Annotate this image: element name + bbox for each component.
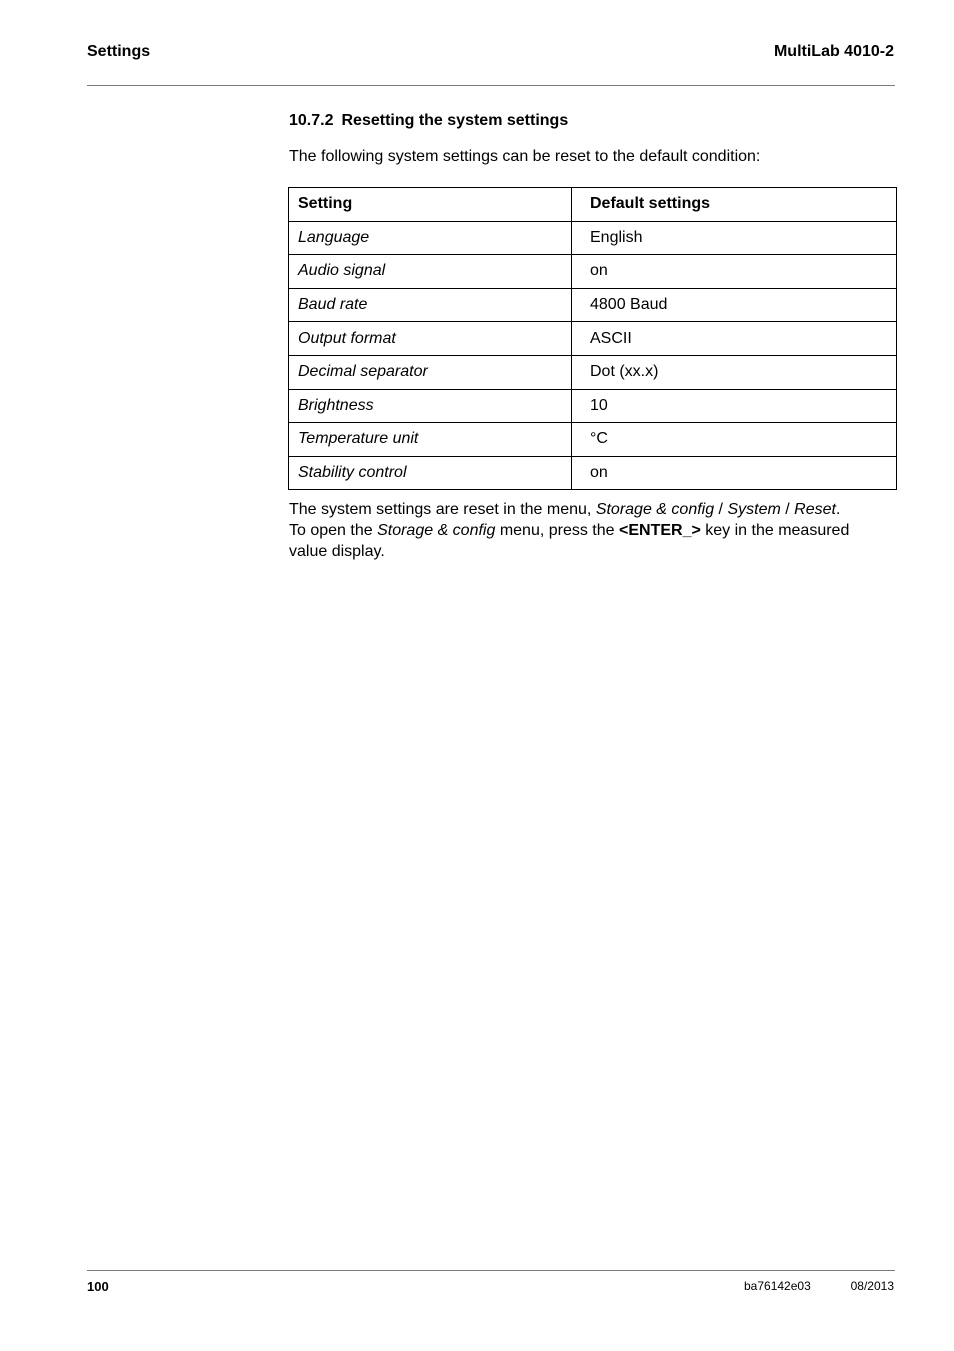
table-row: [289, 355, 897, 389]
setting-name: Stability control: [289, 456, 572, 490]
column-header-default: Default settings: [572, 188, 897, 222]
menu-path-storage: Storage & config: [595, 501, 715, 518]
instruction-text: key in the measured: [700, 522, 850, 539]
instruction-text: .: [835, 501, 841, 518]
document-id: ba76142e03: [744, 1279, 811, 1293]
instruction-text: The system settings are reset in the menu,: [289, 501, 596, 518]
setting-name: Baud rate: [289, 288, 572, 322]
table-row: [289, 389, 897, 423]
menu-name-storage: Storage & config: [377, 522, 496, 539]
table-row: [289, 255, 897, 289]
instruction-text: menu, press the: [495, 522, 619, 539]
table-row: [289, 221, 897, 255]
setting-default: English: [572, 221, 897, 255]
instruction-text: To open the: [289, 522, 378, 539]
setting-default: °C: [572, 423, 897, 457]
menu-path-reset: Reset: [794, 501, 836, 518]
setting-name: Output format: [289, 322, 572, 356]
setting-name: Brightness: [289, 389, 572, 423]
table-row: [289, 288, 897, 322]
default-settings-table: [288, 187, 897, 490]
section-number: 10.7.2: [289, 112, 334, 129]
setting-default: ASCII: [572, 322, 897, 356]
instruction-line-3: value display.: [289, 543, 385, 560]
setting-default: 4800 Baud: [572, 288, 897, 322]
setting-name: Temperature unit: [289, 423, 572, 457]
running-header-section: Settings: [87, 43, 151, 60]
setting-name: Language: [289, 221, 572, 255]
menu-path-system: System: [727, 501, 781, 518]
running-header-product: MultiLab 4010-2: [773, 43, 894, 60]
setting-default: 10: [572, 389, 897, 423]
table-row: [289, 322, 897, 356]
column-header-setting: Setting: [289, 188, 572, 222]
setting-default: on: [572, 456, 897, 490]
setting-default: on: [572, 255, 897, 289]
table-row: [289, 423, 897, 457]
table-row: [289, 456, 897, 490]
setting-default: Dot (xx.x): [572, 355, 897, 389]
page-number: 100: [87, 1279, 109, 1294]
instruction-line-2: [289, 520, 899, 541]
menu-path-separator: /: [780, 501, 795, 518]
document-date: 08/2013: [850, 1279, 894, 1293]
setting-name: Audio signal: [289, 255, 572, 289]
intro-text: The following system settings can be reset to the default condition:: [289, 148, 761, 165]
reset-instructions: [289, 499, 899, 562]
section-title-text: Resetting the system settings: [341, 112, 569, 129]
setting-name: Decimal separator: [289, 355, 572, 389]
table-header-row: [289, 188, 897, 222]
footer-divider: [87, 1270, 895, 1271]
section-heading: [289, 112, 568, 130]
key-name-enter: <ENTER_>: [619, 522, 701, 539]
header-divider: [87, 85, 895, 86]
menu-path-separator: /: [714, 501, 728, 518]
instruction-line-1: [289, 499, 899, 520]
